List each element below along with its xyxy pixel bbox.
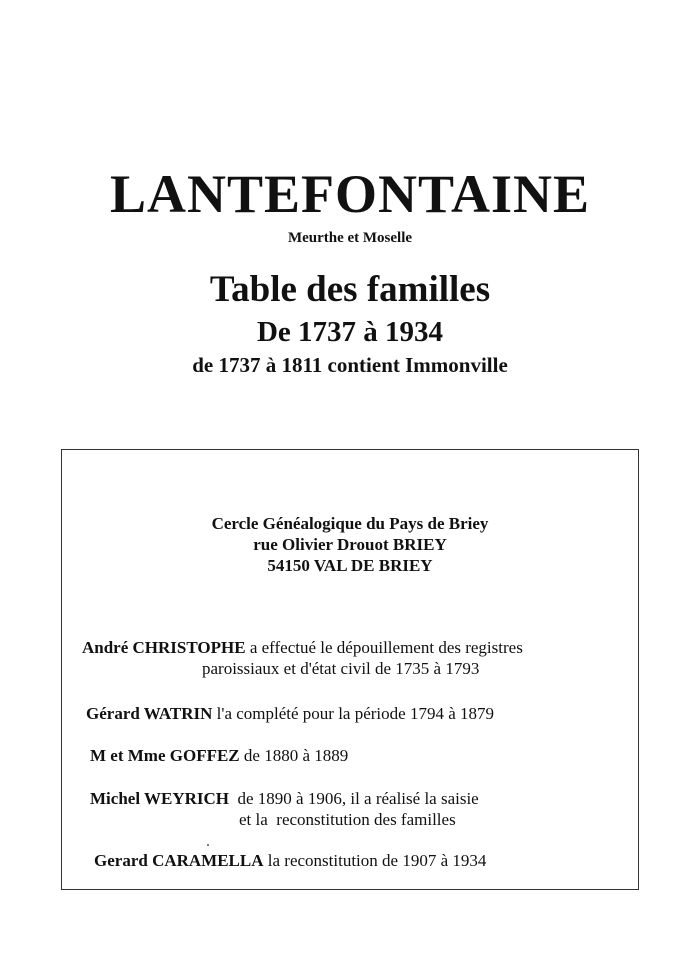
- credit-christophe: [82, 637, 523, 658]
- credit-name: Gérard WATRIN: [86, 704, 213, 723]
- credit-watrin: [86, 703, 494, 724]
- credits-box: [61, 449, 639, 890]
- credit-name: M et Mme GOFFEZ: [90, 746, 240, 765]
- credit-text: a effectué le dépouillement des registres: [249, 638, 523, 657]
- credit-text: la reconstitution de 1907 à 1934: [267, 851, 487, 870]
- credit-name: Michel WEYRICH: [90, 789, 229, 808]
- credit-weyrich: [90, 788, 479, 809]
- credit-name: André CHRISTOPHE: [82, 638, 246, 657]
- credit-text: de 1890 à 1906, il a réalisé la saisie: [233, 789, 479, 808]
- credit-weyrich-continued: et la reconstitution des familles: [239, 810, 456, 829]
- organization-city: 54150 VAL DE BRIEY: [267, 556, 433, 575]
- stray-dot: [207, 844, 209, 846]
- region-subtitle: Meurthe et Moselle: [287, 230, 413, 246]
- credit-name: Gerard CARAMELLA: [94, 851, 264, 870]
- credit-text: de 1880 à 1889: [243, 746, 349, 765]
- date-note: de 1737 à 1811 contient Immonville: [192, 353, 508, 377]
- credit-christophe-continued: paroissiaux et d'état civil de 1735 à 1793: [202, 659, 480, 678]
- credit-text: l'a complété pour la période 1794 à 1879: [216, 704, 494, 723]
- table-title: Table des familles: [209, 269, 491, 310]
- organization-name: Cercle Généalogique du Pays de Briey: [211, 514, 489, 533]
- credit-goffez: [90, 745, 348, 766]
- date-range: De 1737 à 1934: [256, 316, 444, 348]
- credit-caramella: [94, 850, 486, 871]
- page-title: LANTEFONTAINE: [109, 164, 591, 224]
- organization-street: rue Olivier Drouot BRIEY: [253, 535, 447, 554]
